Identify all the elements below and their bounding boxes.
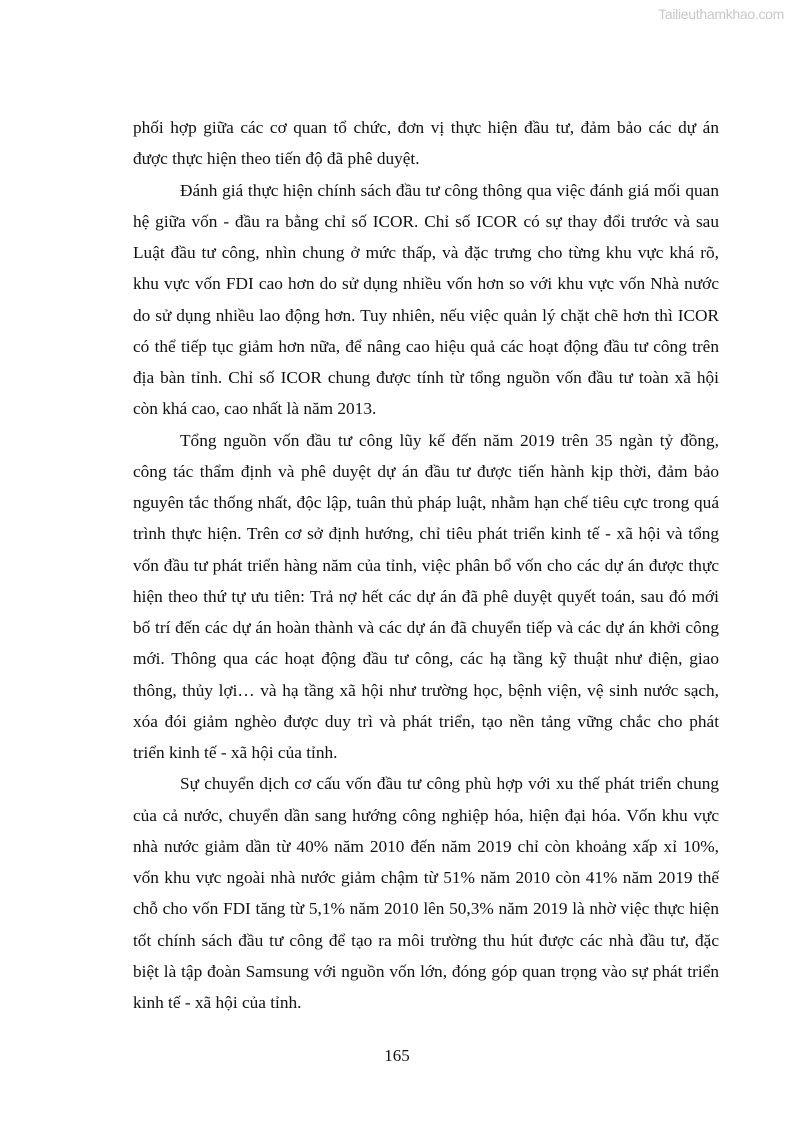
text-line: chỗ cho vốn FDI tăng từ 5,1% năm 2010 lên 50,3% năm 2019 là nhờ việc thực hiện: [133, 899, 719, 919]
text-line: khu vực vốn FDI cao hơn do sử dụng nhiều vốn hơn so với khu vực vốn Nhà nước: [133, 274, 719, 294]
paragraph: [133, 425, 719, 769]
text-line: vốn khu vực ngoài nhà nước giảm chậm từ 51% năm 2010 còn 41% năm 2019 thế: [133, 868, 719, 887]
text-line: hệ giữa vốn - đầu ra bằng chỉ số ICOR. Chỉ số ICOR có sự thay đổi trước và sau: [133, 211, 719, 231]
text-line: Sự chuyển dịch cơ cấu vốn đầu tư công phù hợp với xu thế phát triển chung: [180, 774, 719, 794]
text-line: xóa đói giảm nghèo được duy trì và phát triển, tạo nền tảng vững chắc cho phát: [133, 711, 719, 731]
text-line: mới. Thông qua các hoạt động đầu tư công, các hạ tầng kỹ thuật như điện, giao: [133, 649, 719, 669]
text-line: thông, thủy lợi… và hạ tầng xã hội như trường học, bệnh viện, vệ sinh nước sạch,: [133, 680, 719, 700]
watermark: Tailieuthamkhao.com: [658, 6, 784, 22]
paragraph: [133, 112, 719, 175]
page-number: 165: [384, 1046, 410, 1065]
text-line: Tổng nguồn vốn đầu tư công lũy kế đến năm 2019 trên 35 ngàn tỷ đồng,: [180, 430, 719, 450]
text-line: nhà nước giảm dần từ 40% năm 2010 đến năm 2019 chỉ còn khoảng xấp xỉ 10%,: [133, 836, 719, 856]
text-line: do sử dụng nhiều lao động hơn. Tuy nhiên, nếu việc quản lý chặt chẽ hơn thì ICOR: [133, 305, 719, 325]
text-line: phối hợp giữa các cơ quan tổ chức, đơn vị thực hiện đầu tư, đảm bảo các dự án: [133, 118, 719, 137]
text-line: hiện theo thứ tự ưu tiên: Trả nợ hết các dự án đã phê duyệt quyết toán, sau đó mới: [133, 586, 719, 606]
text-line: có thể tiếp tục giảm hơn nữa, để nâng cao hiệu quả các hoạt động đầu tư công trên: [133, 336, 719, 356]
document-body: [133, 112, 719, 1018]
text-line: Đánh giá thực hiện chính sách đầu tư công thông qua việc đánh giá mối quan: [180, 180, 719, 200]
text-line: vốn đầu tư phát triển hàng năm của tỉnh, việc phân bổ vốn cho các dự án được thực: [133, 555, 719, 575]
paragraph: [133, 175, 719, 425]
text-line: kinh tế - xã hội của tỉnh.: [133, 993, 302, 1012]
text-line: còn khá cao, cao nhất là năm 2013.: [133, 399, 377, 419]
text-line: của cả nước, chuyển dần sang hướng công nghiệp hóa, hiện đại hóa. Vốn khu vực: [133, 805, 719, 825]
text-line: địa bàn tỉnh. Chỉ số ICOR chung được tính từ tổng nguồn vốn đầu tư toàn xã hội: [133, 368, 719, 387]
text-line: được thực hiện theo tiến độ đã phê duyệt.: [133, 149, 420, 169]
text-line: triển kinh tế - xã hội của tỉnh.: [133, 743, 338, 762]
text-line: tốt chính sách đầu tư công để tạo ra môi trường thu hút được các nhà đầu tư, đặc: [133, 930, 719, 950]
text-line: nguyên tắc thống nhất, độc lập, tuân thủ pháp luật, nhằm hạn chế tiêu cực trong quá: [133, 493, 719, 512]
text-line: Luật đầu tư công, nhìn chung ở mức thấp, và đặc trưng cho từng khu vực khá rõ,: [133, 243, 719, 262]
text-line: biệt là tập đoàn Samsung với nguồn vốn lớn, đóng góp quan trọng vào sự phát triển: [133, 961, 719, 981]
text-line: trình thực hiện. Trên cơ sở định hướng, chỉ tiêu phát triển kinh tế - xã hội và tổng: [133, 524, 719, 544]
text-line: công tác thẩm định và phê duyệt dự án đầu tư được tiến hành kịp thời, đảm bảo: [133, 461, 719, 481]
paragraph: [133, 768, 719, 1018]
text-line: bố trí đến các dự án hoàn thành và các dự án đã chuyển tiếp và các dự án khởi công: [133, 618, 719, 637]
